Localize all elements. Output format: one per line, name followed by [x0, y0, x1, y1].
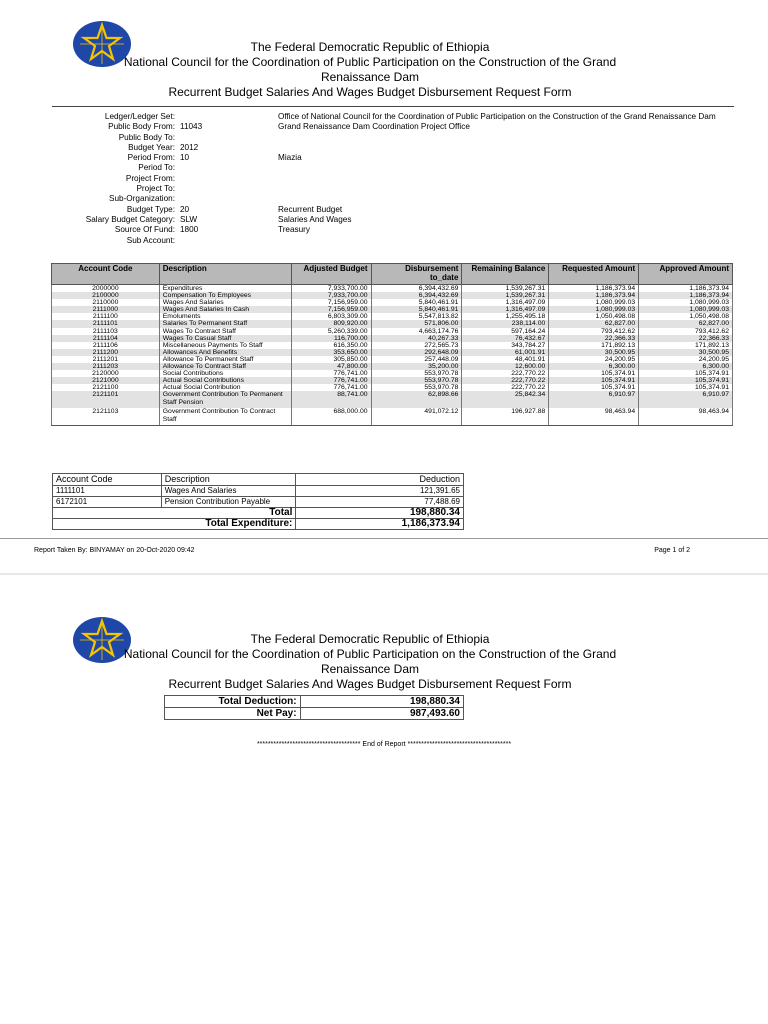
requested-amount-cell: 105,374.91: [549, 370, 639, 377]
end-of-report: ************************************** End of Report **************************************: [256, 741, 512, 748]
param-label: Budget Type:: [126, 204, 175, 214]
header-line-form-title: Recurrent Budget Salaries And Wages Budget Disbursement Request Form: [168, 85, 572, 99]
header-line-country: The Federal Democratic Republic of Ethiopia: [250, 632, 490, 646]
param-value: [180, 174, 278, 184]
approved-amount-cell: 171,892.13: [639, 342, 733, 349]
table-row: [52, 391, 733, 408]
requested-amount-cell: 24,200.95: [549, 356, 639, 363]
table-row: [52, 370, 733, 377]
net-pay-summary-table: [164, 695, 464, 720]
approved-amount-cell: 30,500.95: [639, 349, 733, 356]
requested-amount-cell: 105,374.91: [549, 377, 639, 384]
param-description: Grand Renaissance Dam Coordination Project Office: [278, 122, 470, 132]
table-row: [52, 335, 733, 342]
adjusted-budget-cell: 47,800.00: [291, 363, 371, 370]
disbursement-to-date-cell: 5,840,461.91: [371, 299, 462, 306]
param-value: [180, 236, 278, 246]
remaining-balance-cell: 222,770.22: [462, 370, 549, 377]
account-code-cell: 2111200: [52, 349, 160, 356]
param-value: [180, 163, 278, 173]
disbursement-to-date-cell: 553,970.78: [371, 384, 462, 391]
param-row: [52, 174, 742, 184]
requested-amount-cell: 171,892.13: [549, 342, 639, 349]
account-code-cell: 2111203: [52, 363, 160, 370]
param-label: Source Of Fund:: [114, 225, 175, 235]
description-cell: Actual Social Contributions: [159, 377, 291, 384]
page-number: Page 1 of 2: [654, 547, 690, 554]
disbursement-to-date-cell: 6,394,432.69: [371, 285, 462, 293]
header-line-council: National Council for the Coordination of Public Participation on the Construction of the Grand: [123, 55, 617, 69]
adjusted-budget-cell: 809,920.00: [291, 320, 371, 327]
param-label: Project From:: [125, 173, 175, 183]
table-row: [52, 313, 733, 320]
deduction-account-code: 1111101: [53, 486, 162, 497]
approved-amount-cell: 1,186,373.94: [639, 285, 733, 293]
param-row: [52, 194, 742, 204]
total-expenditure-label: Total Expenditure:: [53, 519, 296, 530]
adjusted-budget-cell: 776,741.00: [291, 370, 371, 377]
report-page-2: [0, 575, 768, 1024]
description-cell: Wages To Casual Staff: [159, 335, 291, 342]
remaining-balance-cell: 1,316,497.09: [462, 299, 549, 306]
column-header: Description: [159, 264, 291, 285]
description-cell: Allowances And Benefits: [159, 349, 291, 356]
adjusted-budget-cell: 7,156,959.00: [291, 299, 371, 306]
approved-amount-cell: 6,910.97: [639, 391, 733, 408]
summary-row: [165, 708, 464, 720]
param-label: Budget Year:: [128, 142, 175, 152]
table-row: [53, 497, 464, 508]
net-pay-label: Net Pay:: [165, 708, 301, 720]
description-cell: Miscellaneous Payments To Staff: [159, 342, 291, 349]
description-cell: Expenditures: [159, 285, 291, 293]
account-code-cell: 2000000: [52, 285, 160, 293]
approved-amount-cell: 105,374.91: [639, 384, 733, 391]
header-line-country: The Federal Democratic Republic of Ethiopia: [250, 40, 490, 54]
adjusted-budget-cell: 305,850.00: [291, 356, 371, 363]
param-row: [52, 236, 742, 246]
adjusted-budget-cell: 7,156,959.00: [291, 306, 371, 313]
deduction-amount: 77,488.69: [296, 497, 464, 508]
account-code-cell: 2111000: [52, 306, 160, 313]
approved-amount-cell: 24,200.95: [639, 356, 733, 363]
param-value: 1800: [180, 225, 199, 235]
requested-amount-cell: 62,827.00: [549, 320, 639, 327]
param-row: [52, 122, 742, 132]
header-divider: [52, 106, 734, 107]
remaining-balance-cell: 343,784.27: [462, 342, 549, 349]
description-cell: Wages And Salaries In Cash: [159, 306, 291, 313]
param-value: SLW: [180, 214, 198, 224]
param-description: Office of National Council for the Coordination of Public Participation on the Construction of the Grand Renaissance Dam: [278, 112, 716, 121]
deduction-amount: 121,391.65: [296, 486, 464, 497]
table-header-row: [52, 264, 733, 285]
description-cell: Actual Social Contribution: [159, 384, 291, 391]
remaining-balance-cell: 1,539,267.31: [462, 292, 549, 299]
adjusted-budget-cell: 7,933,700.00: [291, 292, 371, 299]
account-code-cell: 2121101: [52, 391, 160, 408]
deduction-table: [52, 473, 464, 530]
account-code-cell: 2100000: [52, 292, 160, 299]
requested-amount-cell: 1,080,999.03: [549, 306, 639, 313]
total-deduction-label: Total Deduction:: [165, 696, 301, 708]
deduction-description: Wages And Salaries: [161, 486, 296, 497]
header-line-form-title: Recurrent Budget Salaries And Wages Budget Disbursement Request Form: [168, 677, 572, 691]
report-parameters: [52, 112, 742, 246]
param-row: [52, 133, 742, 143]
table-row: [52, 292, 733, 299]
description-cell: Government Contribution To Contract Staff: [159, 408, 291, 426]
table-row: [52, 299, 733, 306]
table-row: [52, 306, 733, 313]
account-code-cell: 2111103: [52, 328, 160, 335]
remaining-balance-cell: 238,114.00: [462, 320, 549, 327]
disbursement-to-date-cell: 4,663,174.76: [371, 328, 462, 335]
description-cell: Emoluments: [159, 313, 291, 320]
approved-amount-cell: 1,080,999.03: [639, 299, 733, 306]
account-code-cell: 2111104: [52, 335, 160, 342]
total-label: Total: [53, 508, 296, 519]
param-label: Sub-Organization:: [109, 194, 175, 204]
total-value: 198,880.34: [296, 508, 464, 519]
disbursement-to-date-cell: 35,200.00: [371, 363, 462, 370]
param-description: Treasury: [278, 225, 310, 235]
approved-amount-cell: 6,300.00: [639, 363, 733, 370]
param-description: [278, 163, 728, 173]
adjusted-budget-cell: 776,741.00: [291, 377, 371, 384]
description-cell: Social Contributions: [159, 370, 291, 377]
param-row: [52, 215, 742, 225]
disbursement-to-date-cell: 40,267.33: [371, 335, 462, 342]
requested-amount-cell: 6,910.97: [549, 391, 639, 408]
param-description: [278, 143, 728, 153]
remaining-balance-cell: 196,927.88: [462, 408, 549, 426]
column-header: Remaining Balance: [462, 264, 549, 285]
approved-amount-cell: 98,463.94: [639, 408, 733, 426]
param-description: [278, 133, 728, 143]
adjusted-budget-cell: 6,803,309.00: [291, 313, 371, 320]
column-header: Account Code: [52, 264, 160, 285]
deduction-description: Pension Contribution Payable: [161, 497, 296, 508]
table-row: [53, 486, 464, 497]
param-label: Salary Budget Category:: [85, 214, 175, 224]
param-description: [278, 174, 728, 184]
footer-divider: [0, 538, 768, 539]
header-line-dam: Renaissance Dam: [320, 70, 420, 84]
requested-amount-cell: 1,186,373.94: [549, 292, 639, 299]
param-value: [180, 133, 278, 143]
account-code-cell: 2111106: [52, 342, 160, 349]
disbursement-to-date-cell: 62,898.66: [371, 391, 462, 408]
disbursement-to-date-cell: 292,648.09: [371, 349, 462, 356]
remaining-balance-cell: 48,401.91: [462, 356, 549, 363]
account-code-cell: 2121100: [52, 384, 160, 391]
disbursement-to-date-cell: 491,072.12: [371, 408, 462, 426]
adjusted-budget-cell: 5,260,339.00: [291, 328, 371, 335]
approved-amount-cell: 22,366.33: [639, 335, 733, 342]
table-row: [52, 320, 733, 327]
remaining-balance-cell: 12,600.00: [462, 363, 549, 370]
description-cell: Allowance To Permanent Staff: [159, 356, 291, 363]
param-label: Public Body From:: [108, 122, 175, 132]
param-label: Sub Account:: [126, 235, 175, 245]
column-header: Approved Amount: [639, 264, 733, 285]
column-header: Deduction: [296, 474, 464, 486]
requested-amount-cell: 1,186,373.94: [549, 285, 639, 293]
column-header: Requested Amount: [549, 264, 639, 285]
param-row: [52, 112, 742, 122]
description-cell: Wages And Salaries: [159, 299, 291, 306]
account-code-cell: 2121000: [52, 377, 160, 384]
param-row: [52, 225, 742, 235]
net-pay-value: 987,493.60: [300, 708, 463, 720]
param-row: [52, 143, 742, 153]
param-label: Period From:: [127, 153, 175, 163]
param-label: Public Body To:: [118, 132, 175, 142]
param-description: Salaries And Wages: [278, 214, 352, 224]
requested-amount-cell: 30,500.95: [549, 349, 639, 356]
approved-amount-cell: 1,080,999.03: [639, 306, 733, 313]
adjusted-budget-cell: 353,650.00: [291, 349, 371, 356]
param-description: [278, 236, 728, 246]
disbursement-to-date-cell: 553,970.78: [371, 377, 462, 384]
total-expenditure-value: 1,186,373.94: [296, 519, 464, 530]
table-row: [52, 342, 733, 349]
description-cell: Government Contribution To Permanent Staff Pension: [159, 391, 291, 408]
param-value: 11043: [180, 122, 203, 132]
account-code-cell: 2121103: [52, 408, 160, 426]
requested-amount-cell: 105,374.91: [549, 384, 639, 391]
approved-amount-cell: 793,412.62: [639, 328, 733, 335]
deduction-account-code: 6172101: [53, 497, 162, 508]
requested-amount-cell: 22,366.33: [549, 335, 639, 342]
param-value: [180, 194, 278, 204]
remaining-balance-cell: 1,316,497.09: [462, 306, 549, 313]
param-label: Ledger/Ledger Set:: [104, 112, 175, 121]
account-code-cell: 2111100: [52, 313, 160, 320]
disbursement-to-date-cell: 571,806.00: [371, 320, 462, 327]
deduction-header-row: [53, 474, 464, 486]
adjusted-budget-cell: 88,741.00: [291, 391, 371, 408]
param-row: [52, 153, 742, 163]
disbursement-to-date-cell: 5,547,813.82: [371, 313, 462, 320]
requested-amount-cell: 1,050,498.08: [549, 313, 639, 320]
total-row: [53, 508, 464, 519]
disbursement-to-date-cell: 272,565.73: [371, 342, 462, 349]
remaining-balance-cell: 222,770.22: [462, 384, 549, 391]
disbursement-to-date-cell: 5,840,461.91: [371, 306, 462, 313]
remaining-balance-cell: 1,539,267.31: [462, 285, 549, 293]
table-row: [52, 377, 733, 384]
header-line-dam: Renaissance Dam: [320, 662, 420, 676]
header-line-council: National Council for the Coordination of Public Participation on the Construction of the Grand: [123, 647, 617, 661]
remaining-balance-cell: 597,164.24: [462, 328, 549, 335]
param-row: [52, 205, 742, 215]
summary-row: [165, 696, 464, 708]
approved-amount-cell: 1,050,498.08: [639, 313, 733, 320]
param-label: Project To:: [136, 184, 175, 194]
disbursement-to-date-cell: 553,970.78: [371, 370, 462, 377]
account-code-cell: 2111101: [52, 320, 160, 327]
param-label: Period To:: [138, 163, 175, 173]
adjusted-budget-cell: 616,350.00: [291, 342, 371, 349]
table-row: [52, 363, 733, 370]
adjusted-budget-cell: 688,000.00: [291, 408, 371, 426]
approved-amount-cell: 105,374.91: [639, 377, 733, 384]
column-header: Account Code: [53, 474, 162, 486]
document-header: [100, 632, 640, 692]
adjusted-budget-cell: 116,700.00: [291, 335, 371, 342]
requested-amount-cell: 793,412.62: [549, 328, 639, 335]
param-description: Recurrent Budget: [278, 204, 343, 214]
table-row: [52, 408, 733, 426]
remaining-balance-cell: 222,770.22: [462, 377, 549, 384]
report-taken-by: Report Taken By: BINYAMAY on 20-Oct-2020 09:42: [34, 547, 195, 554]
account-code-cell: 2120000: [52, 370, 160, 377]
requested-amount-cell: 98,463.94: [549, 408, 639, 426]
table-row: [52, 384, 733, 391]
table-row: [52, 285, 733, 293]
account-code-cell: 2110000: [52, 299, 160, 306]
param-description: Miazia: [278, 153, 302, 163]
param-value: [180, 184, 278, 194]
remaining-balance-cell: 76,432.67: [462, 335, 549, 342]
table-row: [52, 328, 733, 335]
remaining-balance-cell: 1,255,495.18: [462, 313, 549, 320]
adjusted-budget-cell: 776,741.00: [291, 384, 371, 391]
account-code-cell: 2111201: [52, 356, 160, 363]
adjusted-budget-cell: 7,933,700.00: [291, 285, 371, 293]
approved-amount-cell: 62,827.00: [639, 320, 733, 327]
approved-amount-cell: 1,186,373.94: [639, 292, 733, 299]
table-row: [52, 349, 733, 356]
description-cell: Salaries To Permanent Staff: [159, 320, 291, 327]
disbursement-to-date-cell: 257,448.09: [371, 356, 462, 363]
remaining-balance-cell: 25,842.34: [462, 391, 549, 408]
budget-table: [51, 263, 733, 426]
param-description: [278, 184, 728, 194]
requested-amount-cell: 1,080,999.03: [549, 299, 639, 306]
param-value: 20: [180, 204, 190, 214]
approved-amount-cell: 105,374.91: [639, 370, 733, 377]
disbursement-to-date-cell: 6,394,432.69: [371, 292, 462, 299]
description-cell: Allowance To Contract Staff: [159, 363, 291, 370]
column-header: Adjusted Budget: [291, 264, 371, 285]
total-deduction-value: 198,880.34: [300, 696, 463, 708]
requested-amount-cell: 6,300.00: [549, 363, 639, 370]
param-description: [278, 194, 728, 204]
column-header: Disbursement to_date: [371, 264, 462, 285]
param-value: [180, 112, 278, 122]
remaining-balance-cell: 61,001.91: [462, 349, 549, 356]
total-expenditure-row: [53, 519, 464, 530]
description-cell: Compensation To Employees: [159, 292, 291, 299]
description-cell: Wages To Contract Staff: [159, 328, 291, 335]
param-row: [52, 163, 742, 173]
param-value: 2012: [180, 142, 199, 152]
param-row: [52, 184, 742, 194]
document-header: [100, 40, 640, 100]
table-row: [52, 356, 733, 363]
budget-table-body: [52, 285, 733, 426]
column-header: Description: [161, 474, 296, 486]
param-value: 10: [180, 153, 190, 163]
